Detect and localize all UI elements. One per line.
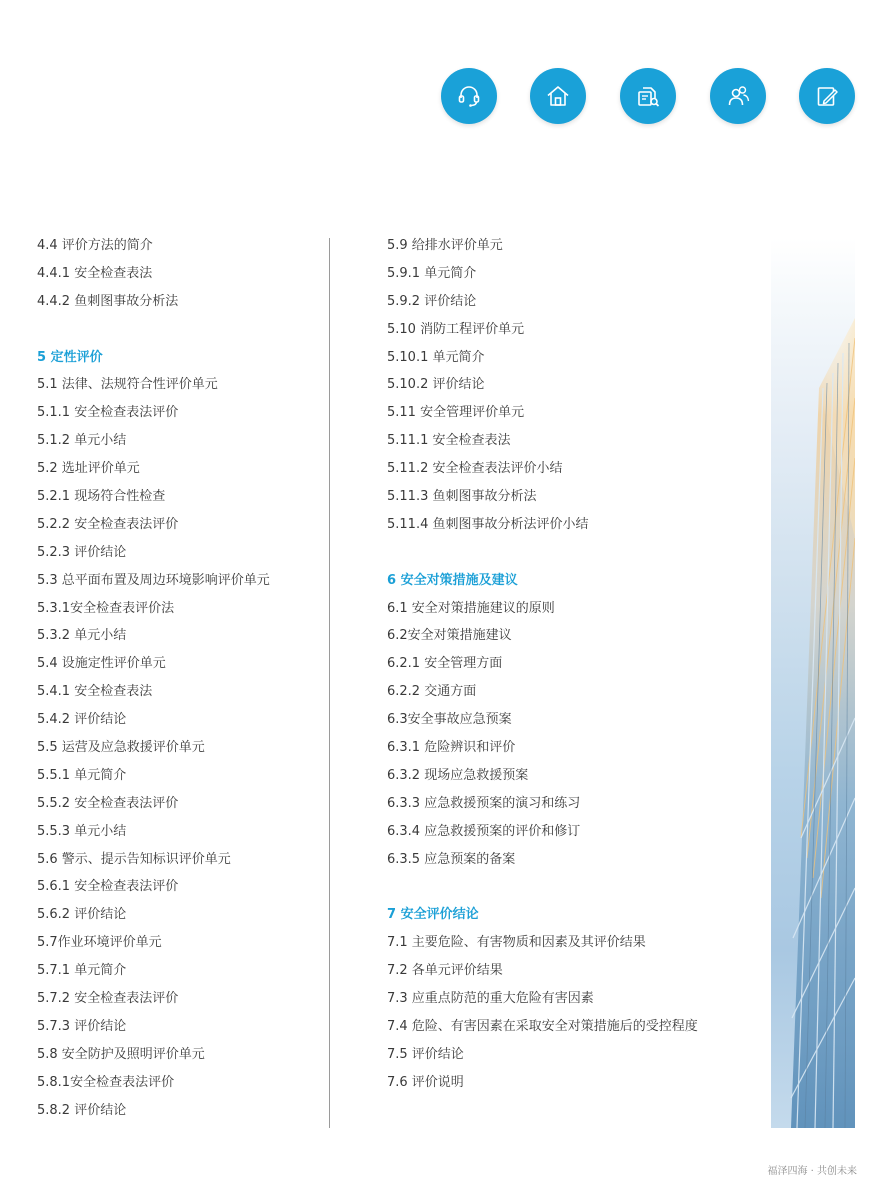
- toc-item[interactable]: 5.2.2 安全检查表法评价: [37, 516, 179, 532]
- toc-item[interactable]: 5.2.1 现场符合性检查: [37, 489, 166, 505]
- document-search-button[interactable]: [620, 68, 676, 124]
- toc-section-heading[interactable]: 5 定性评价: [37, 349, 103, 365]
- toc-item[interactable]: 5.4.1 安全检查表法: [37, 684, 153, 700]
- toc-item[interactable]: 6.3安全事故应急预案: [387, 712, 512, 728]
- toc-item[interactable]: 5.5 运营及应急救援评价单元: [37, 740, 205, 756]
- toc-item[interactable]: 5.9.2 评价结论: [387, 293, 477, 309]
- toc-item[interactable]: 6.2安全对策措施建议: [387, 628, 512, 644]
- toc-item[interactable]: 5.11.3 鱼刺图事故分析法: [387, 489, 537, 505]
- toc-item[interactable]: 7.1 主要危险、有害物质和因素及其评价结果: [387, 935, 646, 951]
- toc-section-heading[interactable]: 7 安全评价结论: [387, 907, 479, 923]
- toc-item[interactable]: 7.6 评价说明: [387, 1074, 464, 1090]
- edit-icon: [813, 82, 841, 110]
- toc-item[interactable]: 5.1.2 单元小结: [37, 433, 127, 449]
- users-icon: [724, 82, 752, 110]
- users-button[interactable]: [710, 68, 766, 124]
- toc-item[interactable]: 5.6.1 安全检查表法评价: [37, 879, 179, 895]
- toc-item[interactable]: 5.9.1 单元简介: [387, 265, 477, 281]
- toc-item[interactable]: 5.10.2 评价结论: [387, 377, 485, 393]
- toc-item[interactable]: 5.3.1安全检查表评价法: [37, 600, 175, 616]
- headset-icon: [455, 82, 483, 110]
- toc-item[interactable]: 5.1.1 安全检查表法评价: [37, 405, 179, 421]
- skyscraper-illustration: [771, 238, 855, 1128]
- toc-item[interactable]: 5.4.2 评价结论: [37, 712, 127, 728]
- toc-item[interactable]: 5.10 消防工程评价单元: [387, 321, 525, 337]
- toc-item[interactable]: 6.3.2 现场应急救援预案: [387, 767, 529, 783]
- toc-item[interactable]: 5.7.3 评价结论: [37, 1018, 127, 1034]
- building-image: [771, 238, 855, 1128]
- toc-item[interactable]: 5.11 安全管理评价单元: [387, 405, 525, 421]
- toc-item[interactable]: 6.2.2 交通方面: [387, 684, 477, 700]
- edit-button[interactable]: [799, 68, 855, 124]
- document-search-icon: [634, 82, 662, 110]
- toc-left-list: [37, 232, 317, 1125]
- toc-item[interactable]: 5.4 设施定性评价单元: [37, 656, 166, 672]
- headset-button[interactable]: [441, 68, 497, 124]
- toc-item[interactable]: 5.8.2 评价结论: [37, 1102, 127, 1118]
- toc-item[interactable]: 6.2.1 安全管理方面: [387, 656, 503, 672]
- toc-item[interactable]: 5.6.2 评价结论: [37, 907, 127, 923]
- toc-item[interactable]: 5.11.2 安全检查表法评价小结: [387, 461, 563, 477]
- toc-item[interactable]: 5.5.1 单元简介: [37, 767, 127, 783]
- toc-left-column: [37, 232, 317, 1125]
- toc-item[interactable]: 5.5.3 单元小结: [37, 823, 127, 839]
- toc-item[interactable]: 5.5.2 安全检查表法评价: [37, 795, 179, 811]
- toc-middle-list: [387, 232, 757, 1097]
- toc-item[interactable]: 5.7.2 安全检查表法评价: [37, 991, 179, 1007]
- toc-item[interactable]: 7.2 各单元评价结果: [387, 963, 503, 979]
- home-icon: [544, 82, 572, 110]
- toc-spacer: [37, 316, 317, 344]
- toc-section-heading[interactable]: 6 安全对策措施及建议: [387, 572, 518, 588]
- toc-item[interactable]: 6.1 安全对策措施建议的原则: [387, 600, 555, 616]
- toc-item[interactable]: 5.8 安全防护及照明评价单元: [37, 1046, 205, 1062]
- toc-item[interactable]: 5.7作业环境评价单元: [37, 935, 162, 951]
- toc-spacer: [387, 873, 757, 901]
- toc-item[interactable]: 5.11.1 安全检查表法: [387, 433, 511, 449]
- toc-item[interactable]: 6.3.3 应急救援预案的演习和练习: [387, 795, 581, 811]
- toc-item[interactable]: 5.6 警示、提示告知标识评价单元: [37, 851, 231, 867]
- toc-item[interactable]: 4.4.2 鱼刺图事故分析法: [37, 293, 179, 309]
- toc-middle-column: [387, 232, 757, 1097]
- toc-item[interactable]: 5.7.1 单元简介: [37, 963, 127, 979]
- toc-item[interactable]: 7.3 应重点防范的重大危险有害因素: [387, 991, 594, 1007]
- toc-item[interactable]: 6.3.5 应急预案的备案: [387, 851, 516, 867]
- toc-item[interactable]: 5.1 法律、法规符合性评价单元: [37, 377, 218, 393]
- toc-item[interactable]: 6.3.4 应急救援预案的评价和修订: [387, 823, 581, 839]
- toc-item[interactable]: 7.5 评价结论: [387, 1046, 464, 1062]
- toc-item[interactable]: 5.10.1 单元简介: [387, 349, 485, 365]
- toc-item[interactable]: 5.11.4 鱼刺图事故分析法评价小结: [387, 516, 589, 532]
- toc-item[interactable]: 6.3.1 危险辨识和评价: [387, 740, 516, 756]
- toc-item[interactable]: 5.2.3 评价结论: [37, 544, 127, 560]
- toc-item[interactable]: 4.4.1 安全检查表法: [37, 265, 153, 281]
- home-button[interactable]: [530, 68, 586, 124]
- top-nav-icons: [441, 68, 857, 124]
- toc-item[interactable]: 7.4 危险、有害因素在采取安全对策措施后的受控程度: [387, 1018, 698, 1034]
- toc-item[interactable]: 5.2 选址评价单元: [37, 461, 140, 477]
- toc-item[interactable]: 5.3 总平面布置及周边环境影响评价单元: [37, 572, 270, 588]
- toc-item[interactable]: 5.8.1安全检查表法评价: [37, 1074, 175, 1090]
- toc-item[interactable]: 4.4 评价方法的简介: [37, 238, 153, 253]
- column-divider: [329, 238, 330, 1128]
- toc-item[interactable]: 5.3.2 单元小结: [37, 628, 127, 644]
- toc-item[interactable]: 5.9 给排水评价单元: [387, 238, 503, 253]
- toc-spacer: [387, 539, 757, 567]
- footer-tagline: 福泽四海 · 共创未来: [767, 1166, 857, 1177]
